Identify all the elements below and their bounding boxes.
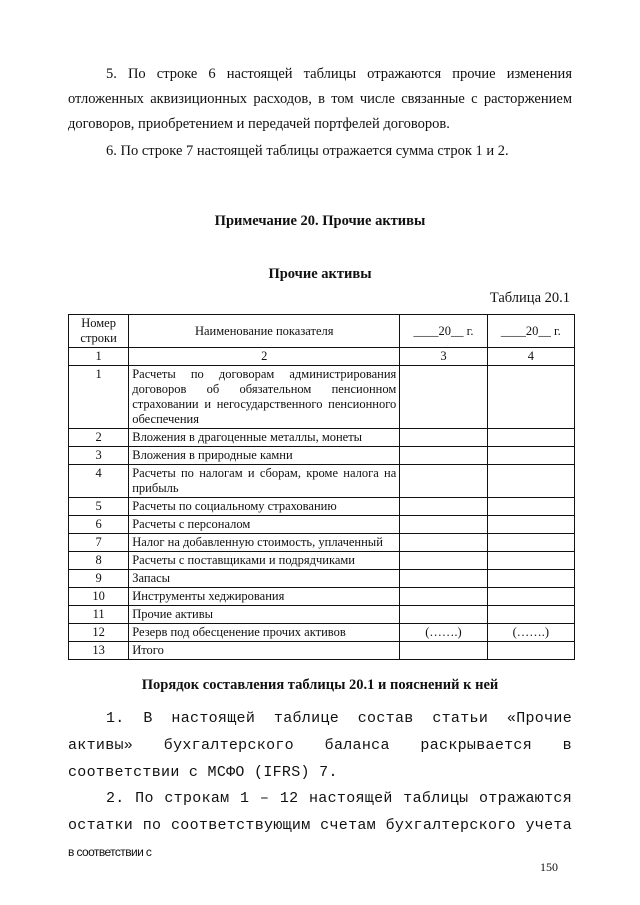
procedure-title: Порядок составления таблицы 20.1 и пояснений к ней	[141, 677, 499, 693]
value-period-1-cell	[400, 498, 487, 516]
value-period-2-cell	[487, 366, 574, 429]
value-period-2-cell	[487, 465, 574, 498]
value-period-2-cell	[487, 534, 574, 552]
value-period-2-cell: (…….)	[487, 624, 574, 642]
value-period-1-cell	[400, 588, 487, 606]
procedure-paragraph-2	[68, 785, 572, 866]
row-number-cell: 3	[69, 447, 129, 465]
value-period-2-cell	[487, 588, 574, 606]
indicator-name-cell: Расчеты с поставщиками и подрядчиками	[129, 552, 400, 570]
row-number-cell: 8	[69, 552, 129, 570]
value-period-2-cell	[487, 642, 574, 660]
row-number-cell: 7	[69, 534, 129, 552]
table-row	[69, 465, 575, 498]
column-number: 1	[69, 348, 129, 366]
page-number: 150	[540, 860, 558, 874]
value-period-2-cell	[487, 570, 574, 588]
indicator-name-cell: Вложения в природные камни	[129, 447, 400, 465]
row-number-cell: 1	[69, 366, 129, 429]
value-period-2-cell	[487, 606, 574, 624]
value-period-1-cell	[400, 606, 487, 624]
column-number: 4	[487, 348, 574, 366]
header-indicator-name: Наименование показателя	[129, 315, 400, 348]
indicator-name-cell: Расчеты по договорам администрирования договоров об обязательном пенсионном страховании и негосударственного пенсионного обеспечения	[129, 366, 400, 429]
value-period-1-cell	[400, 429, 487, 447]
procedure-paragraph-2-tail: в соответствии с	[68, 845, 152, 859]
value-period-1-cell	[400, 366, 487, 429]
indicator-name-cell: Расчеты по социальному страхованию	[129, 498, 400, 516]
header-period-1: ____20__ г.	[400, 315, 487, 348]
column-number: 2	[129, 348, 400, 366]
indicator-name-cell: Резерв под обесценение прочих активов	[129, 624, 400, 642]
table-label: Таблица 20.1	[489, 290, 570, 306]
row-number-cell: 4	[69, 465, 129, 498]
other-assets-table	[68, 314, 575, 660]
row-number-cell: 11	[69, 606, 129, 624]
paragraph-row-7: 6. По строке 7 настоящей таблицы отражается сумма строк 1 и 2.	[106, 143, 509, 159]
row-number-cell: 5	[69, 498, 129, 516]
header-period-2: ____20__ г.	[487, 315, 574, 348]
value-period-2-cell	[487, 516, 574, 534]
table-row	[69, 642, 575, 660]
indicator-name-cell: Прочие активы	[129, 606, 400, 624]
row-number-cell: 13	[69, 642, 129, 660]
value-period-1-cell	[400, 642, 487, 660]
procedure-paragraph-2-main: 2. По строкам 1 – 12 настоящей таблицы отражаются остатки по соответствующим счетам бухгалтерского учета	[68, 790, 572, 834]
value-period-2-cell	[487, 552, 574, 570]
note-title: Примечание 20. Прочие активы	[214, 213, 426, 229]
indicator-name-cell: Расчеты с персоналом	[129, 516, 400, 534]
value-period-1-cell	[400, 447, 487, 465]
row-number-cell: 12	[69, 624, 129, 642]
row-number-cell: 10	[69, 588, 129, 606]
indicator-name-cell: Вложения в драгоценные металлы, монеты	[129, 429, 400, 447]
row-number-cell: 6	[69, 516, 129, 534]
value-period-1-cell: (…….)	[400, 624, 487, 642]
table-row	[69, 606, 575, 624]
value-period-1-cell	[400, 570, 487, 588]
indicator-name-cell: Налог на добавленную стоимость, уплаченный	[129, 534, 400, 552]
indicator-name-cell: Итого	[129, 642, 400, 660]
row-number-cell: 2	[69, 429, 129, 447]
value-period-2-cell	[487, 429, 574, 447]
indicator-name-cell: Запасы	[129, 570, 400, 588]
table-body	[69, 366, 575, 660]
value-period-1-cell	[400, 516, 487, 534]
table-row	[69, 447, 575, 465]
table-header-row	[69, 315, 575, 348]
table-row	[69, 552, 575, 570]
header-row-number: Номер строки	[69, 315, 129, 348]
table-row	[69, 624, 575, 642]
column-number: 3	[400, 348, 487, 366]
indicator-name-cell: Инструменты хеджирования	[129, 588, 400, 606]
column-numbers-row	[69, 348, 575, 366]
table-row	[69, 588, 575, 606]
table-row	[69, 498, 575, 516]
table-row	[69, 534, 575, 552]
value-period-1-cell	[400, 552, 487, 570]
table-row	[69, 570, 575, 588]
paragraph-row-6: 5. По строке 6 настоящей таблицы отражаются прочие изменения отложенных аквизиционных расходов, в том числе связанные с расторжением договоров, приобретением и передачей портфелей договоров.	[68, 66, 572, 132]
value-period-1-cell	[400, 465, 487, 498]
procedure-paragraph-1: 1. В настоящей таблице состав статьи «Прочие активы» бухгалтерского баланса раскрывается в соответствии с МСФО (IFRS) 7.	[68, 710, 572, 781]
table-row	[69, 429, 575, 447]
table-row	[69, 366, 575, 429]
value-period-2-cell	[487, 498, 574, 516]
table-row	[69, 516, 575, 534]
value-period-2-cell	[487, 447, 574, 465]
indicator-name-cell: Расчеты по налогам и сборам, кроме налога на прибыль	[129, 465, 400, 498]
value-period-1-cell	[400, 534, 487, 552]
row-number-cell: 9	[69, 570, 129, 588]
table-title: Прочие активы	[268, 266, 372, 282]
